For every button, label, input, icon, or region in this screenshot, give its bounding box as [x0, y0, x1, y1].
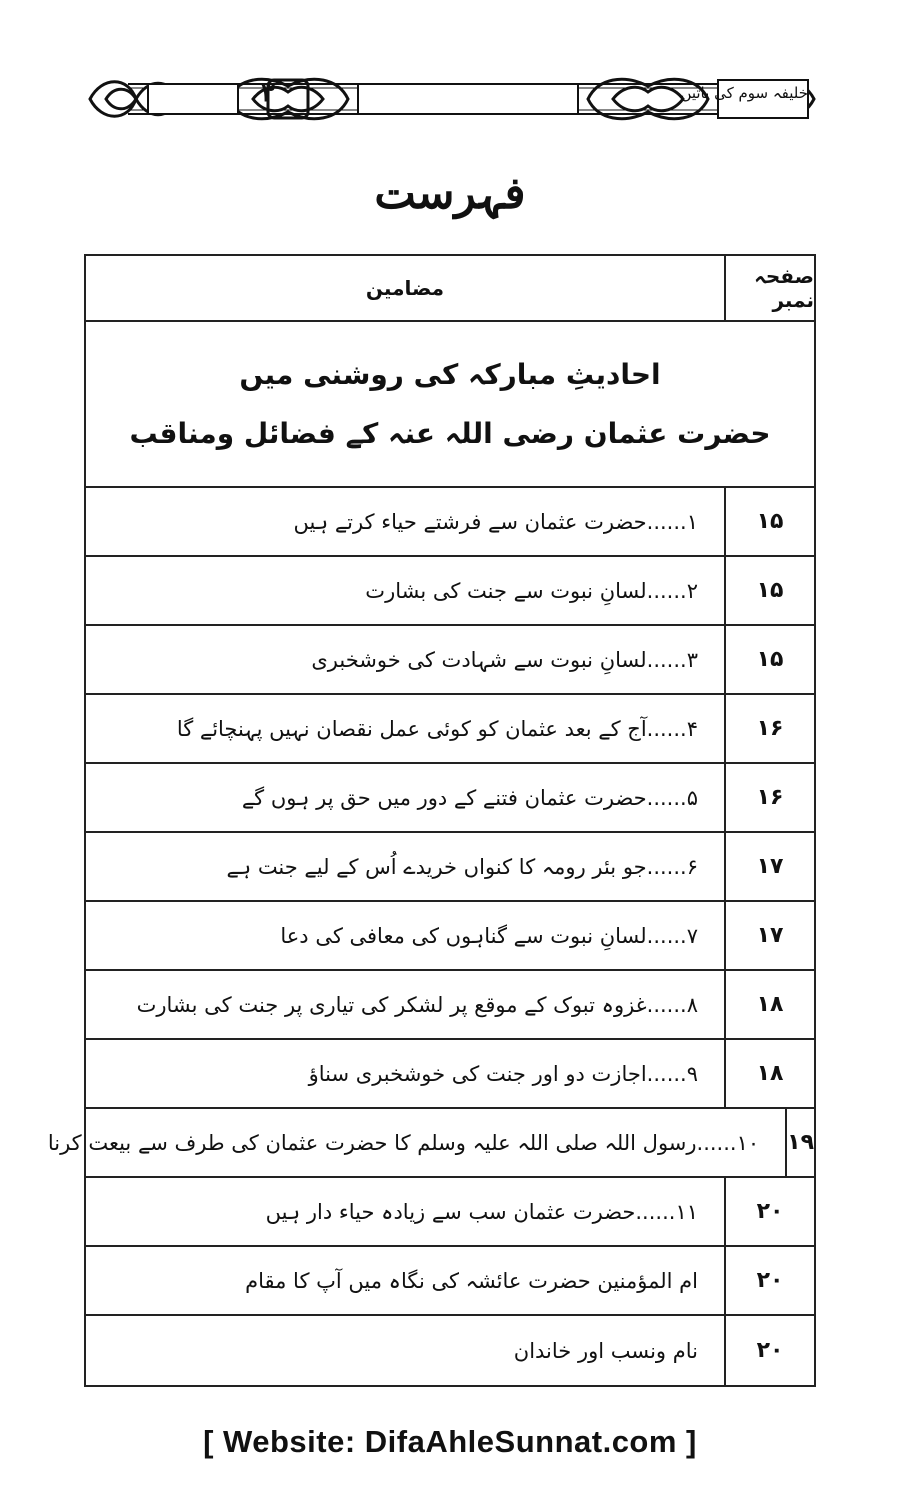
row-page-number: ۲۰ [724, 1247, 814, 1314]
table-row[interactable] [47, 1109, 814, 1178]
header-page-number: ۳ [261, 78, 275, 108]
header-ornament [88, 66, 816, 128]
row-topic: ام المؤمنین حضرت عائشہ کی نگاہ میں آپ کا مقام [245, 1268, 698, 1293]
table-row[interactable] [86, 695, 814, 764]
table-row[interactable] [86, 1247, 814, 1316]
table-row[interactable] [86, 1178, 814, 1247]
header-book-title: خلیفہ سوم کی باتیں [680, 84, 808, 102]
table-row[interactable] [86, 488, 814, 557]
row-page-number: ۲۰ [724, 1316, 814, 1385]
row-page-number: ۱۷ [724, 902, 814, 969]
row-topic: ۱۰......رسول اللہ صلی اللہ علیہ وسلم کا حضرت عثمان کی طرف سے بیعت کرنا [47, 1130, 760, 1155]
row-topic: نام ونسب اور خاندان [513, 1338, 698, 1363]
contents-table [47, 254, 816, 1387]
table-row[interactable] [86, 902, 814, 971]
row-page-number: ۲۰ [724, 1178, 814, 1245]
table-row[interactable] [86, 557, 814, 626]
column-header-page: صفحہ نمبر [724, 256, 814, 320]
row-topic: ۷......لسانِ نبوت سے گناہوں کی معافی کی دعا [280, 923, 698, 948]
table-row[interactable] [86, 971, 814, 1040]
row-topic: ۳......لسانِ نبوت سے شہادت کی خوشخبری [311, 647, 698, 672]
row-page-number: ۱۵ [724, 488, 814, 555]
banner-line-1: احادیثِ مبارکہ کی روشنی میں [239, 358, 661, 391]
column-header-topics: مضامین [365, 276, 445, 300]
table-header-row [86, 256, 814, 322]
row-topic: ۸......غزوہ تبوک کے موقع پر لشکر کی تیاری پر جنت کی بشارت [136, 992, 698, 1017]
row-page-number: ۱۶ [724, 695, 814, 762]
banner-line-2: حضرت عثمان رضی اللہ عنہ کے فضائل ومناقب [129, 417, 771, 450]
row-page-number: ۱۷ [724, 833, 814, 900]
row-topic: ۶......جو بئر رومہ کا کنواں خریدے اُس کے لیے جنت ہے [226, 854, 698, 879]
row-topic: ۹......اجازت دو اور جنت کی خوشخبری سناؤ [308, 1061, 698, 1086]
row-topic: ۵......حضرت عثمان فتنے کے دور میں حق پر ہوں گے [241, 785, 698, 810]
row-topic: ۲......لسانِ نبوت سے جنت کی بشارت [365, 578, 698, 603]
page-title: فہرست [374, 168, 526, 219]
row-page-number: ۱۸ [724, 971, 814, 1038]
table-row[interactable] [86, 1316, 814, 1385]
row-page-number: ۱۵ [724, 557, 814, 624]
row-page-number: ۱۶ [724, 764, 814, 831]
row-page-number: ۱۹ [785, 1109, 814, 1176]
website-footer: [ Website: DifaAhleSunnat.com ] [203, 1424, 697, 1459]
table-row[interactable] [86, 1040, 814, 1109]
row-topic: ۱......حضرت عثمان سے فرشتے حیاء کرتے ہیں [293, 509, 698, 534]
row-topic: ۴......آج کے بعد عثمان کو کوئی عمل نقصان نہیں پہنچائے گا [176, 716, 698, 741]
table-row[interactable] [86, 764, 814, 833]
table-row[interactable] [86, 833, 814, 902]
section-banner [86, 322, 814, 488]
row-topic: ۱۱......حضرت عثمان سب سے زیادہ حیاء دار ہیں [265, 1199, 698, 1224]
table-row[interactable] [86, 626, 814, 695]
row-page-number: ۱۸ [724, 1040, 814, 1107]
row-page-number: ۱۵ [724, 626, 814, 693]
